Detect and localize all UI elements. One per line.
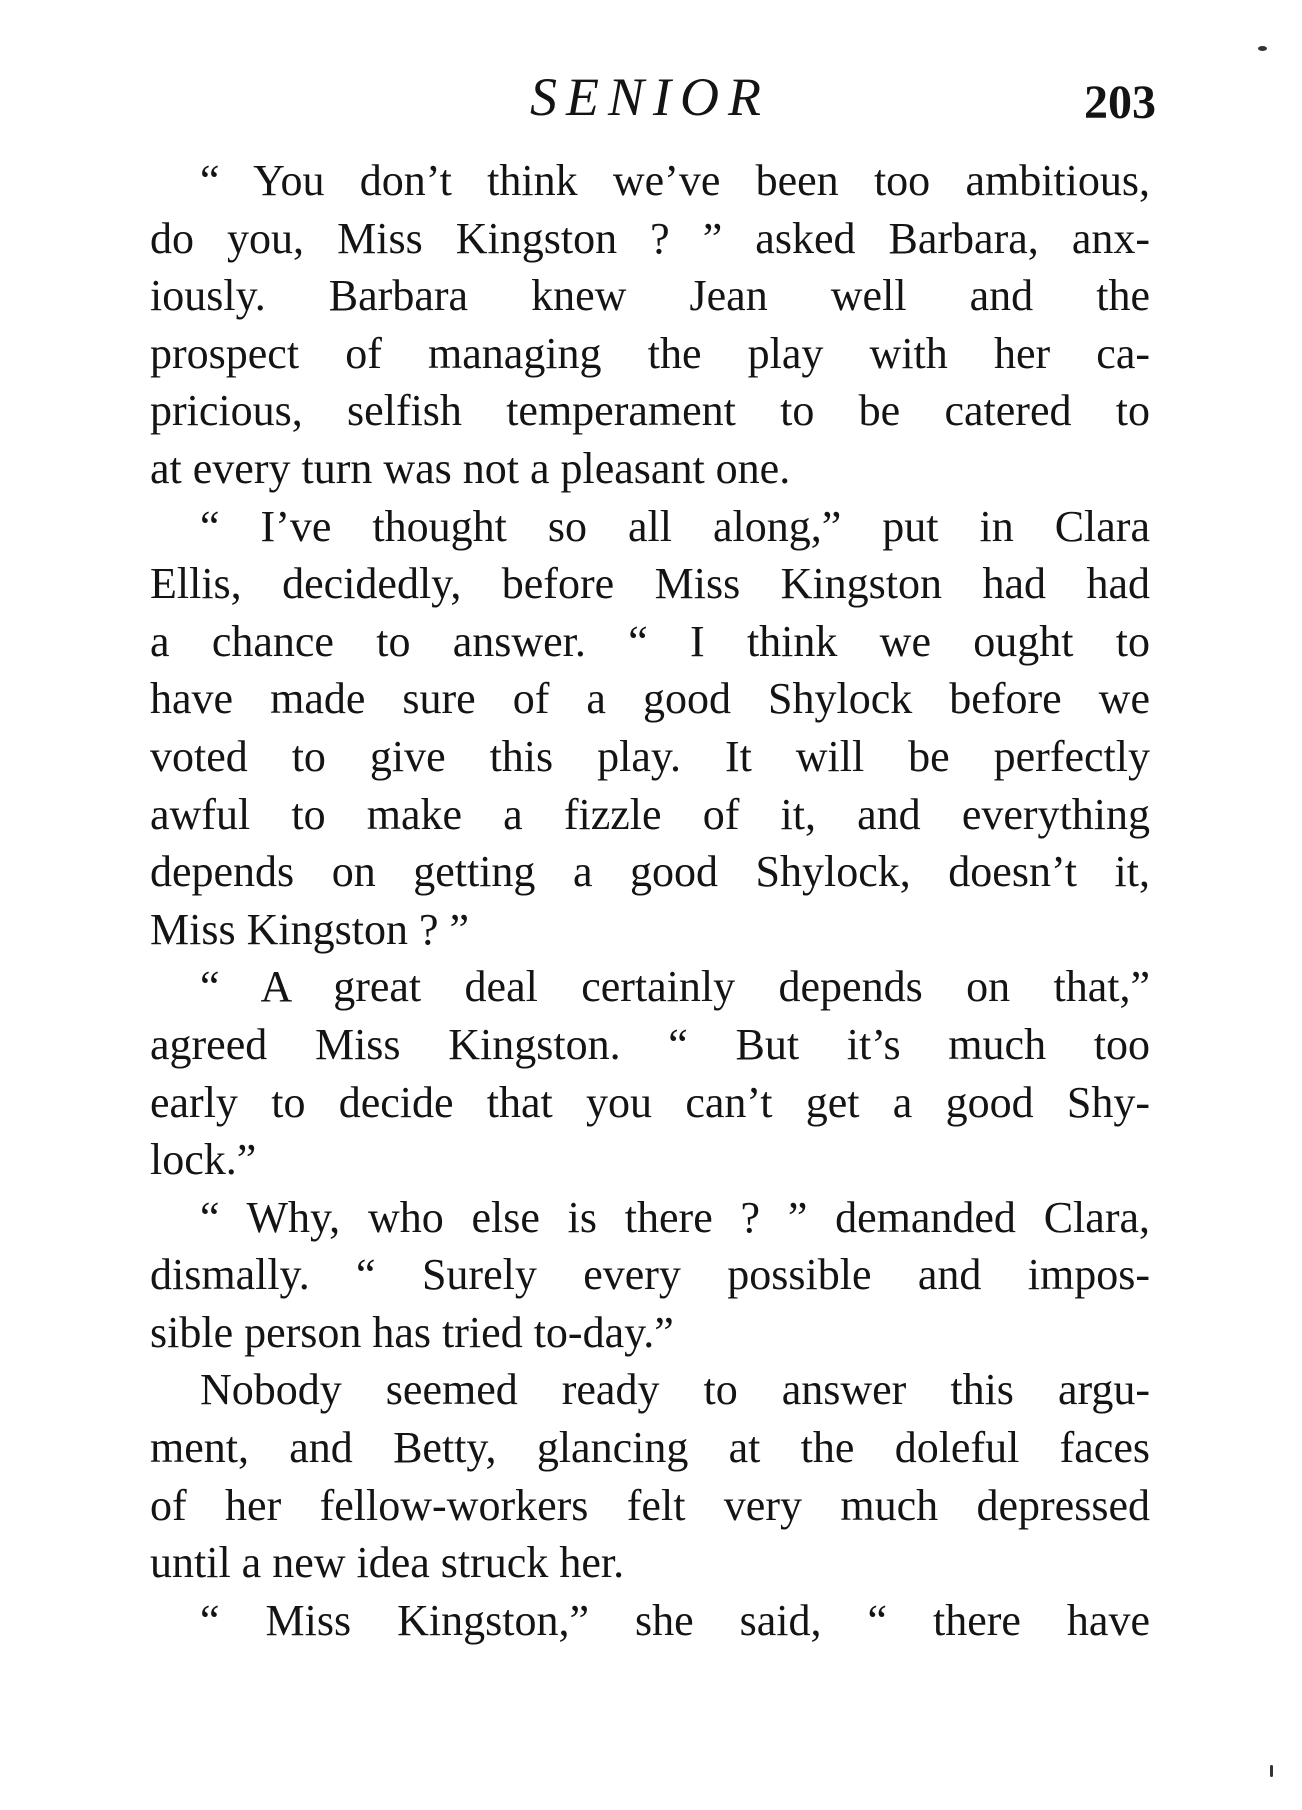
paragraph (150, 958, 1150, 1188)
text-line: “ You don’t think we’ve been too ambitious, (200, 156, 1150, 205)
text-line: “ Miss Kingston,” she said, “ there have (200, 1595, 1150, 1645)
text-line: have made sure of a good Shylock before we (150, 674, 1150, 724)
text-line: Ellis, decidedly, before Miss Kingston had had (150, 559, 1150, 609)
text-line: “ I’ve thought so all along,” put in Clara (200, 501, 1150, 551)
text-line: lock.” (150, 1135, 257, 1185)
text-line: dismally. “ Surely every possible and impos- (150, 1250, 1150, 1300)
page-number: 203 (1084, 76, 1156, 129)
running-title: SENIOR (530, 67, 770, 127)
text-line: a chance to answer. “ I think we ought to (150, 616, 1150, 666)
text-line: agreed Miss Kingston. “ But it’s much too (150, 1019, 1150, 1069)
paragraph (150, 1592, 1150, 1650)
paragraph (150, 498, 1150, 959)
text-line: early to decide that you can’t get a good Shy- (150, 1077, 1150, 1127)
text-line: do you, Miss Kingston ? ” asked Barbara, anx- (150, 213, 1150, 263)
text-line: iously. Barbara knew Jean well and the (150, 271, 1150, 321)
text-line: prospect of managing the play with her ca- (150, 328, 1150, 378)
running-head (150, 62, 1156, 132)
text-line: of her fellow-workers felt very much depressed (150, 1480, 1150, 1530)
text-line: Miss Kingston ? ” (150, 904, 469, 954)
body-text (150, 152, 1150, 1649)
print-speck (1258, 46, 1267, 51)
text-line: at every turn was not a pleasant one. (150, 443, 791, 493)
text-line: sible person has tried to-day.” (150, 1307, 674, 1357)
text-line: “ Why, who else is there ? ” demanded Clara, (200, 1192, 1150, 1242)
text-line: Nobody seemed ready to answer this argu- (200, 1365, 1150, 1415)
paragraph (150, 152, 1150, 498)
paragraph (150, 1189, 1150, 1362)
text-line: awful to make a fizzle of it, and everything (150, 789, 1150, 839)
print-speck (1270, 1765, 1273, 1777)
text-line: pricious, selfish temperament to be catered to (150, 386, 1150, 436)
text-line: voted to give this play. It will be perfectly (150, 731, 1150, 781)
text-line: depends on getting a good Shylock, doesn’t it, (150, 847, 1150, 897)
paragraph (150, 1361, 1150, 1591)
text-line: “ A great deal certainly depends on that,” (200, 962, 1150, 1012)
text-line: ment, and Betty, glancing at the doleful faces (150, 1423, 1150, 1473)
text-line: until a new idea struck her. (150, 1538, 625, 1588)
